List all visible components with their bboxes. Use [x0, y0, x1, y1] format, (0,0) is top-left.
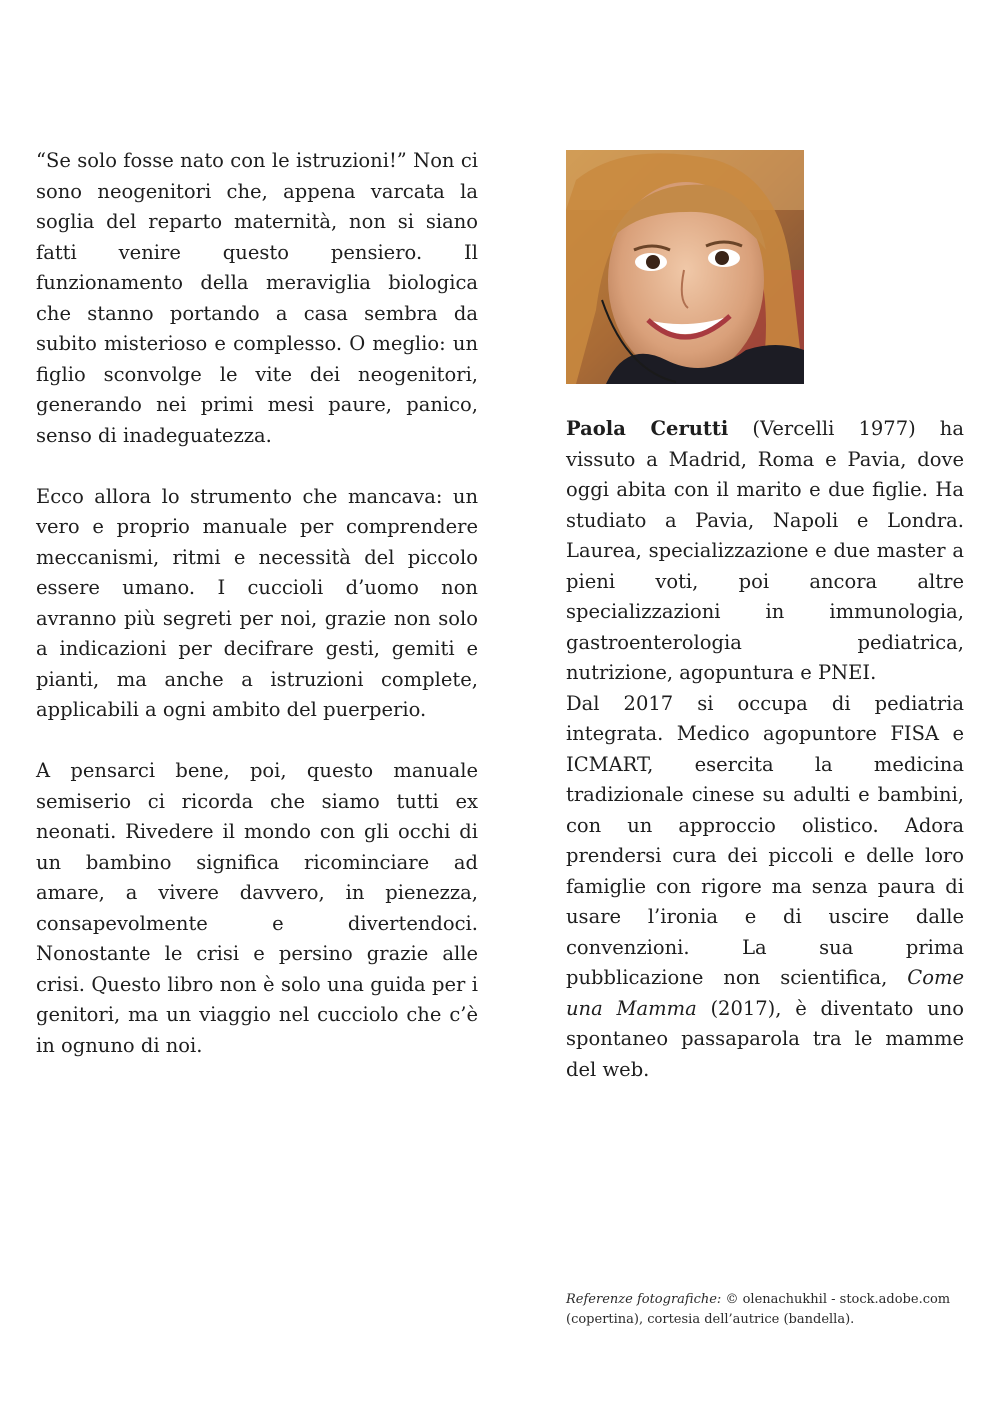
author-bio-part3: (2017), è diventato uno spontaneo passaparola tra le mamme del web. — [566, 996, 964, 1081]
blurb-paragraph-3: A pensarci bene, poi, questo manuale semiserio ci ricorda che siamo tutti ex neonati. Rivedere il mondo con gli occhi di un bambino significa ricominciare ad amare, a vivere davvero, in pienezza, consapevolmente e divertendoci. Nonostante le crisi e persino grazie alle crisi. Questo libro non è solo una guida per i genitori, ma un viaggio nel cucciolo che c’è in ognuno di noi. — [36, 759, 478, 1057]
photo-credits — [566, 1290, 966, 1330]
credits-label: Referenze fotografiche: — [566, 1292, 722, 1307]
author-bio-part2: Dal 2017 si occupa di pediatria integrata. Medico agopuntore FISA e ICMART, esercita la medicina tradizionale cinese su adulti e bambini, con un approccio olistico. Adora prendersi cura dei piccoli e delle loro famiglie con rigore ma senza paura di usare l’ironia e di uscire dalle convenzioni. La sua prima pubblicazione non scientifica, — [566, 691, 964, 989]
author-photo — [566, 150, 804, 384]
blurb-paragraph-2: Ecco allora lo strumento che mancava: un vero e proprio manuale per comprendere meccanismi, ritmi e necessità del piccolo essere umano. I cuccioli d’uomo non avranno più segreti per noi, grazie non solo a indicazioni per decifrare gesti, gemiti e pianti, ma anche a istruzioni complete, applicabili a ogni ambito del puerperio. — [36, 484, 478, 721]
author-bio — [566, 414, 964, 1085]
blurb-column — [36, 146, 478, 1061]
credits-text: © olenachukhil - stock.adobe.com (copertina), cortesia dell’autrice (bandella). — [566, 1292, 951, 1327]
book-title: Come una Mamma — [566, 966, 964, 1020]
author-name: Paola Cerutti — [566, 417, 729, 440]
author-column — [566, 150, 964, 1085]
blurb-paragraph-1: “Se solo fosse nato con le istruzioni!” Non ci sono neogenitori che, appena varcata la soglia del reparto maternità, non si siano fatti venire questo pensiero. Il funzionamento della meraviglia biologica che stanno portando a casa sembra da subito misterioso e complesso. O meglio: un figlio sconvolge le vite dei neogenitori, generando nei primi mesi paure, panico, senso di inadeguatezza. — [36, 149, 478, 447]
author-bio-part1: (Vercelli 1977) ha vissuto a Madrid, Roma e Pavia, dove oggi abita con il marito e due figlie. Ha studiato a Pavia, Napoli e Londra. Laurea, specializzazione e due master a pieni voti, poi ancora altre specializzazioni in immunologia, gastroenterologia pediatrica, nutrizione, agopuntura e PNEI. — [566, 417, 964, 684]
